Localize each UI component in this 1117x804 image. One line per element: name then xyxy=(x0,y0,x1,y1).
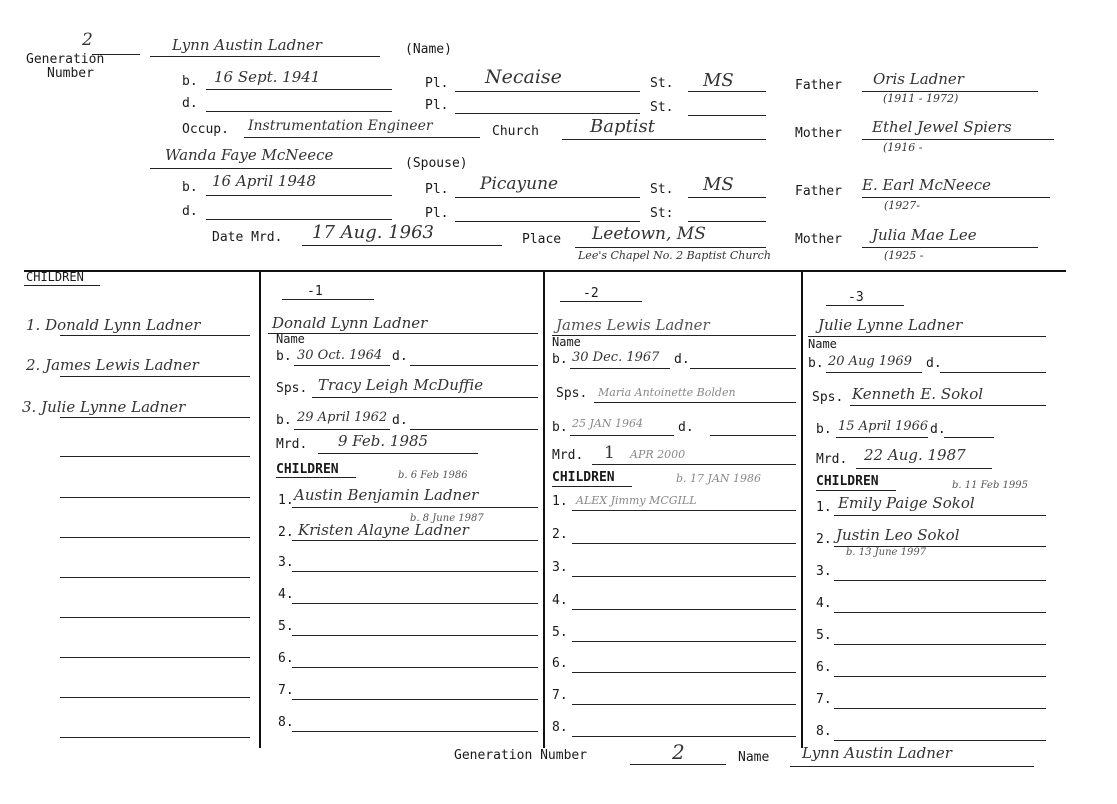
grandchild-name: ALEX Jimmy MCGILL xyxy=(576,494,697,507)
birth-label: b. xyxy=(182,74,198,89)
grandchild-number: 6. xyxy=(552,656,568,671)
grandchild-name: Justin Leo Sokol xyxy=(836,526,960,544)
spouse-mother-years: (1925 - xyxy=(884,249,924,262)
grandchild-number: 6. xyxy=(278,651,294,666)
children-index-item: 2. James Lewis Ladner xyxy=(26,356,199,374)
child-spouse-death-label: d. xyxy=(678,420,694,435)
grandchildren-label: CHILDREN xyxy=(276,462,339,477)
footer-generation-value: 2 xyxy=(672,740,685,764)
children-index-item: 3. Julie Lynne Ladner xyxy=(22,398,186,416)
child-name: Julie Lynne Ladner xyxy=(818,316,963,334)
child-name-label: Name xyxy=(552,335,581,349)
spouse-state: MS xyxy=(703,174,734,195)
grandchild-number: 7. xyxy=(552,688,568,703)
child-birth-label: b. xyxy=(552,352,568,367)
grandchild-number: 3. xyxy=(278,555,294,570)
child-married-num: 1 xyxy=(604,443,615,463)
father-value: Oris Ladner xyxy=(873,70,964,88)
grandchild-number: 5. xyxy=(552,625,568,640)
grandchild-number: 8. xyxy=(552,720,568,735)
spouse-value: Wanda Faye McNeece xyxy=(165,146,334,164)
spouse-death-label: d. xyxy=(182,204,198,219)
grandchildren-label: CHILDREN xyxy=(816,474,879,489)
child-name: James Lewis Ladner xyxy=(556,316,710,334)
child-death-label: d. xyxy=(926,356,942,371)
grandchild-number: 7. xyxy=(816,692,832,707)
grandchild-number: 5. xyxy=(816,628,832,643)
death-state-label: St. xyxy=(650,100,674,115)
occup-label: Occup. xyxy=(182,122,229,137)
church-value: Baptist xyxy=(590,116,655,137)
grandchild-note: b. 13 June 1997 xyxy=(846,547,927,558)
grandchild-number: 2. xyxy=(278,525,294,540)
child-suffix: -2 xyxy=(583,286,599,301)
grandchild-number: 6. xyxy=(816,660,832,675)
child-death-label: d. xyxy=(392,349,408,364)
grandchild-number: 1. xyxy=(552,494,568,509)
child-spouse-birth-label: b. xyxy=(552,420,568,435)
grandchild-number: 3. xyxy=(816,564,832,579)
child-spouse: Tracy Leigh McDuffie xyxy=(318,376,484,394)
child-suffix: -3 xyxy=(848,290,864,305)
grandchild-note: b. 11 Feb 1995 xyxy=(952,480,1029,491)
place-detail: Lee's Chapel No. 2 Baptist Church xyxy=(578,249,771,262)
column-divider-2 xyxy=(543,270,545,748)
grandchild-number: 8. xyxy=(816,724,832,739)
grandchild-note: b. 8 June 1987 xyxy=(410,513,484,524)
mother-years: (1916 - xyxy=(883,141,923,154)
grandchild-number: 4. xyxy=(816,596,832,611)
child-spouse-birth-label: b. xyxy=(276,413,292,428)
generation-label: Generation xyxy=(26,52,105,67)
name-value: Lynn Austin Ladner xyxy=(172,36,322,54)
child-married: APR 2000 xyxy=(630,448,686,461)
spouse-label: (Spouse) xyxy=(405,156,468,171)
date-mrd-label: Date Mrd. xyxy=(212,230,283,245)
child-mrd-label: Mrd. xyxy=(276,437,308,452)
father-years: (1911 - 1972) xyxy=(883,92,959,105)
name-line xyxy=(150,56,380,57)
footer-name-value: Lynn Austin Ladner xyxy=(802,744,952,762)
children-index-item: 1. Donald Lynn Ladner xyxy=(26,316,201,334)
spouse-death-state-label: St: xyxy=(650,206,674,221)
grandchild-name: Kristen Alayne Ladner xyxy=(298,521,469,539)
father-label: Father xyxy=(795,78,842,93)
date-mrd-value: 17 Aug. 1963 xyxy=(312,222,434,243)
footer-name-label: Name xyxy=(738,750,770,765)
birth-place-label: Pl. xyxy=(425,76,449,91)
grandchild-number: 8. xyxy=(278,715,294,730)
spouse-father-years: (1927- xyxy=(884,199,921,212)
child-mrd-label: Mrd. xyxy=(552,448,584,463)
birth-place: Necaise xyxy=(485,66,562,88)
child-birth: 30 Dec. 1967 xyxy=(572,350,660,365)
child-spouse: Kenneth E. Sokol xyxy=(852,385,984,403)
child-spouse-birth: 15 April 1966 xyxy=(838,419,929,434)
spouse-birth: 16 April 1948 xyxy=(212,172,316,190)
child-suffix: -1 xyxy=(307,284,323,299)
child-married: 9 Feb. 1985 xyxy=(338,432,429,450)
church-label: Church xyxy=(492,124,539,139)
column-divider-3 xyxy=(801,270,803,748)
child-name-label: Name xyxy=(808,337,837,351)
child-birth: 20 Aug 1969 xyxy=(828,354,912,369)
spouse-place-label: Pl. xyxy=(425,182,449,197)
mother-label: Mother xyxy=(795,126,842,141)
grandchildren-label: CHILDREN xyxy=(552,470,615,485)
spouse-state-label: St. xyxy=(650,182,674,197)
child-birth-label: b. xyxy=(276,349,292,364)
spouse-death-place-label: Pl. xyxy=(425,206,449,221)
child-spouse-label: Sps. xyxy=(812,390,844,405)
child-married: 22 Aug. 1987 xyxy=(864,446,966,464)
child-spouse-birth: 25 JAN 1964 xyxy=(572,417,643,430)
child-name: Donald Lynn Ladner xyxy=(272,314,428,332)
grandchild-number: 4. xyxy=(278,587,294,602)
child-spouse-death-label: d. xyxy=(392,413,408,428)
child-spouse-birth: 29 April 1962 xyxy=(297,410,388,425)
child-name-label: Name xyxy=(276,332,305,346)
child-spouse-label: Sps. xyxy=(556,386,588,401)
number-label: Number xyxy=(47,66,94,81)
grandchild-number: 7. xyxy=(278,683,294,698)
death-place-label: Pl. xyxy=(425,98,449,113)
footer-generation-label: Generation Number xyxy=(454,748,588,763)
section-divider xyxy=(24,270,1066,272)
birth-date: 16 Sept. 1941 xyxy=(214,68,321,86)
child-spouse-birth-label: b. xyxy=(816,422,832,437)
grandchild-name: Emily Paige Sokol xyxy=(838,494,975,512)
place-value: Leetown, MS xyxy=(592,224,706,244)
mother-value: Ethel Jewel Spiers xyxy=(872,118,1012,136)
spouse-father-label: Father xyxy=(795,184,842,199)
spouse-father: E. Earl McNeece xyxy=(862,176,992,194)
grandchild-number: 1. xyxy=(816,500,832,515)
child-spouse: Maria Antoinette Bolden xyxy=(598,386,736,399)
occup-value: Instrumentation Engineer xyxy=(248,118,433,134)
child-death-label: d. xyxy=(674,352,690,367)
spouse-place: Picayune xyxy=(480,174,559,194)
name-label: (Name) xyxy=(405,42,452,57)
grandchild-name: Austin Benjamin Ladner xyxy=(294,486,479,504)
children-index-label: CHILDREN xyxy=(26,270,84,284)
spouse-mother-label: Mother xyxy=(795,232,842,247)
grandchild-number: 4. xyxy=(552,593,568,608)
death-label: d. xyxy=(182,96,198,111)
grandchild-note: b. 17 JAN 1986 xyxy=(676,472,761,485)
child-spouse-label: Sps. xyxy=(276,381,308,396)
grandchild-number: 5. xyxy=(278,619,294,634)
grandchild-number: 1. xyxy=(278,493,294,508)
generation-mark: 2 xyxy=(82,30,93,50)
birth-state-label: St. xyxy=(650,76,674,91)
child-birth-label: b. xyxy=(808,356,824,371)
grandchild-number: 2. xyxy=(552,527,568,542)
generation-line xyxy=(92,54,140,55)
grandchild-note: b. 6 Feb 1986 xyxy=(398,470,468,481)
spouse-birth-label: b. xyxy=(182,180,198,195)
child-spouse-death-label: d. xyxy=(930,422,946,437)
place-label: Place xyxy=(522,232,562,247)
grandchild-number: 2. xyxy=(816,532,832,547)
birth-state: MS xyxy=(703,70,734,91)
grandchild-number: 3. xyxy=(552,560,568,575)
column-divider-1 xyxy=(259,270,261,748)
child-birth: 30 Oct. 1964 xyxy=(297,348,383,363)
spouse-mother: Julia Mae Lee xyxy=(872,226,977,244)
child-mrd-label: Mrd. xyxy=(816,452,848,467)
